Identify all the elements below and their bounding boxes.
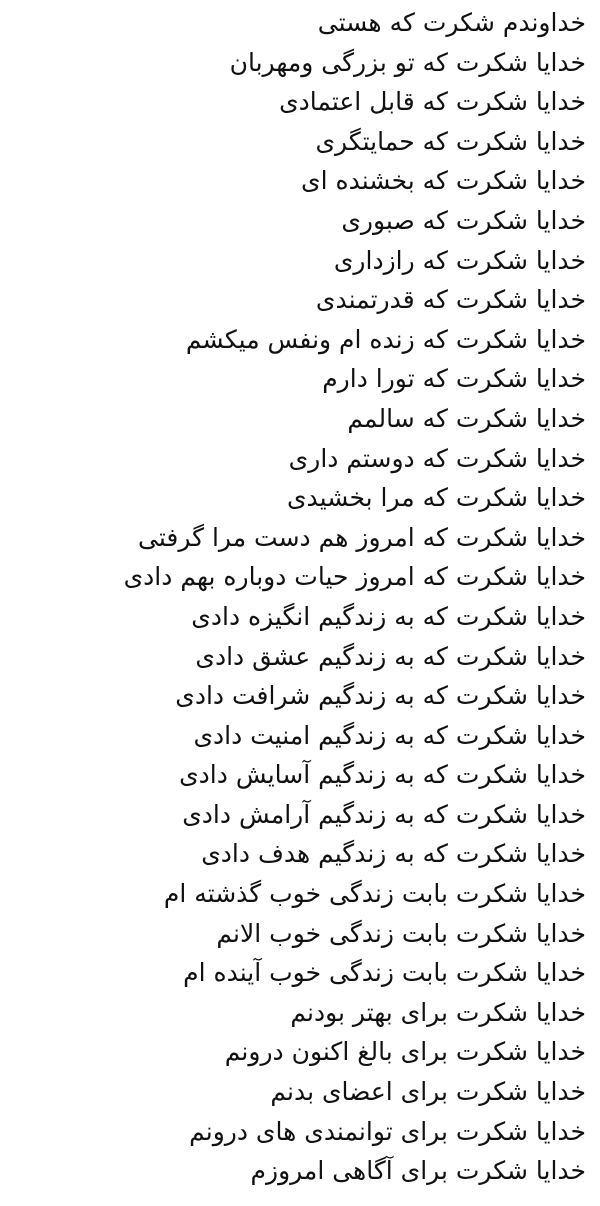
- text-line: خدایا شکرت که به زندگیم عشق دادی: [195, 641, 586, 671]
- text-line: خدایا شکرت که بخشنده ای: [301, 166, 586, 196]
- text-line: خدایا شکرت که به زندگیم آرامش دادی: [182, 799, 586, 829]
- text-line: خدایا شکرت که مرا بخشیدی: [286, 483, 586, 513]
- text-line: خدایا شکرت برای بالغ اکنون درونم: [224, 1037, 586, 1067]
- text-line: خدایا شکرت که رازداری: [333, 245, 586, 275]
- text-line: خدایا شکرت که زنده ام ونفس میکشم: [185, 324, 586, 354]
- text-line: خدایا شکرت که به زندگیم امنیت دادی: [193, 720, 586, 750]
- text-line: خدایا شکرت که امروز حیات دوباره بهم دادی: [123, 562, 586, 592]
- text-line: خدایا شکرت که امروز هم دست مرا گرفتی: [138, 522, 586, 552]
- text-line: خدایا شکرت که حمایتگری: [315, 126, 586, 156]
- text-line: خدایا شکرت که دوستم داری: [288, 443, 586, 473]
- text-line: خدایا شکرت برای اعضای بدنم: [270, 1077, 586, 1107]
- text-line: خدایا شکرت بابت زندگی خوب گذشته ام: [163, 879, 586, 909]
- text-line: خدایا شکرت که به زندگیم شرافت دادی: [175, 681, 586, 711]
- text-line: خدایا شکرت که به زندگیم هدف دادی: [201, 839, 586, 869]
- text-line: خدایا شکرت برای آگاهی امروزم: [250, 1156, 586, 1186]
- text-line: خدایا شکرت برای توانمندی های درونم: [189, 1116, 586, 1146]
- text-line: خدایا شکرت که تورا دارم: [322, 364, 586, 394]
- text-line: خدایا شکرت که به زندگیم انگیزه دادی: [191, 601, 586, 631]
- text-line: خدایا شکرت که به زندگیم آسایش دادی: [179, 760, 586, 790]
- text-line: خدایا شکرت که صبوری: [341, 205, 586, 235]
- text-line: خدایا شکرت که سالمم: [347, 403, 586, 433]
- text-lines: [10, 3, 586, 1191]
- text-line: خدایا شکرت بابت زندگی خوب آینده ام: [183, 958, 586, 988]
- text-line: خداوندم شکرت که هستی: [317, 8, 586, 37]
- text-line: خدایا شکرت که قابل اعتمادی: [279, 87, 586, 117]
- text-line: خدایا شکرت برای بهتر بودنم: [290, 997, 586, 1027]
- text-line: خدایا شکرت بابت زندگی خوب الانم: [216, 918, 586, 948]
- text-line: خدایا شکرت که قدرتمندی: [315, 285, 586, 315]
- text-line: خدایا شکرت که تو بزرگی ومهربان: [229, 47, 586, 77]
